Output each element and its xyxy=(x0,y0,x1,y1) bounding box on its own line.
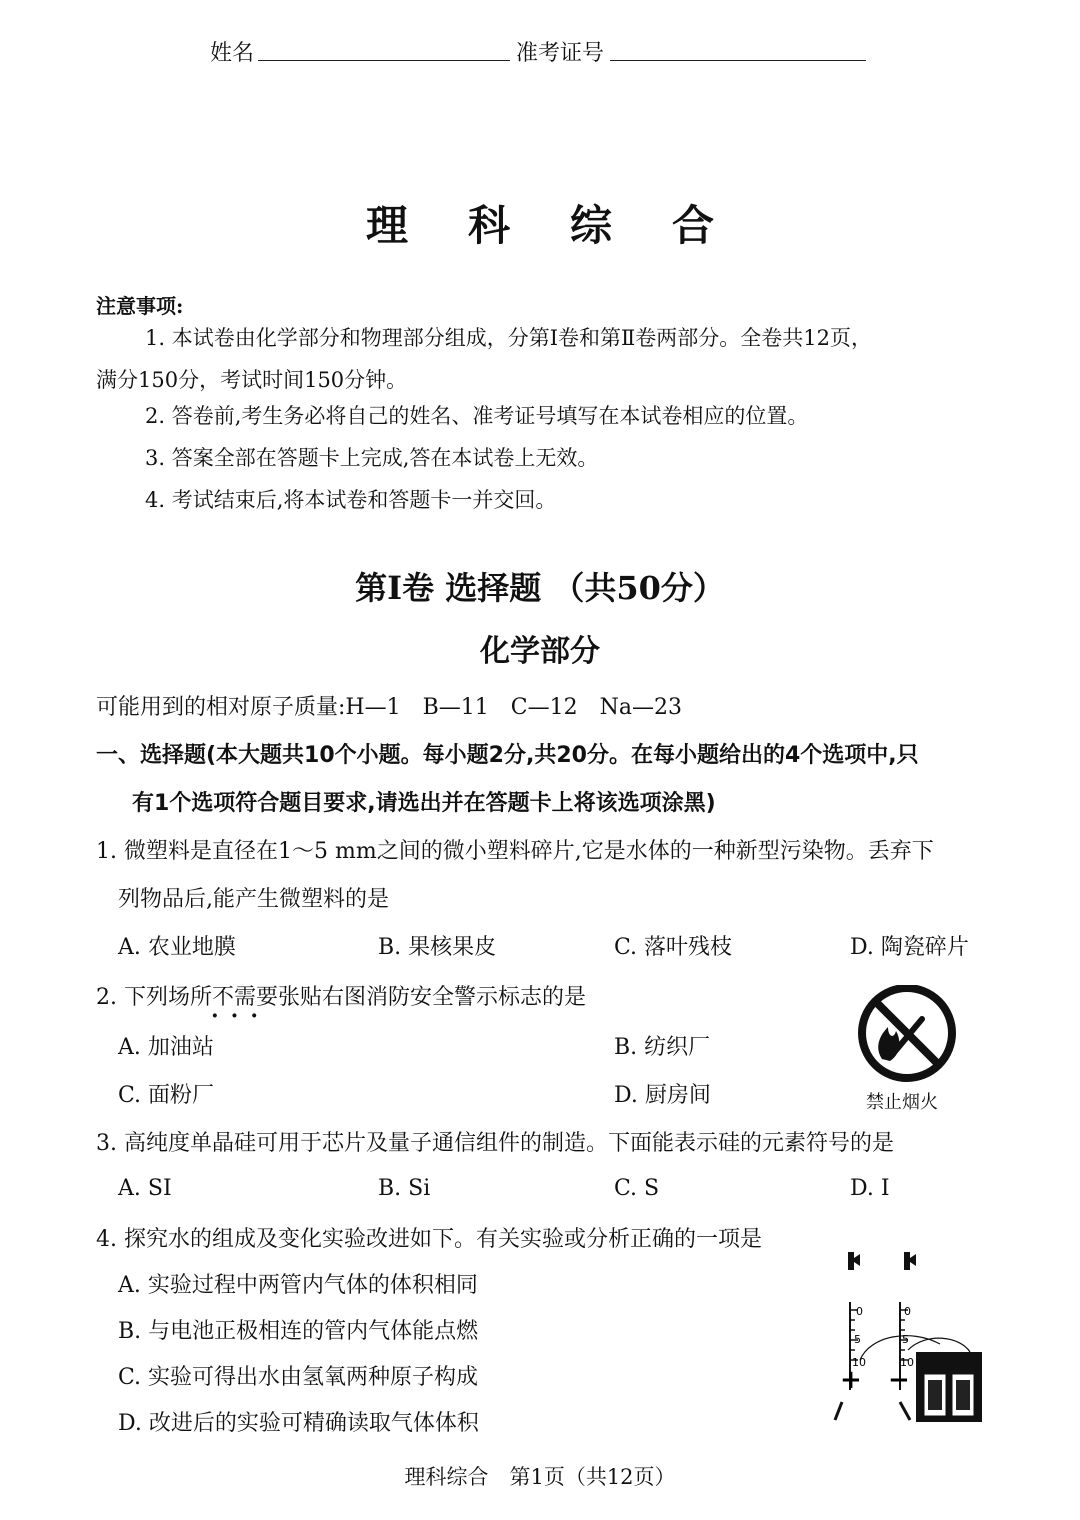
q2-option-a[interactable]: A. 加油站 xyxy=(118,1035,214,1060)
q1-option-a[interactable]: A. 农业地膜 xyxy=(118,935,236,960)
notice-item-3: 3. 答案全部在答题卡上完成,答在本试卷上无效。 xyxy=(145,446,599,470)
scale-left-10: 10 xyxy=(852,1356,866,1369)
q2-stem: 2. 下列场所不需要张贴右图消防安全警示标志的是 xyxy=(96,985,586,1010)
q3-option-c[interactable]: C. S xyxy=(614,1176,660,1201)
notice-item-1b: 满分150分，考试时间150分钟。 xyxy=(96,368,408,392)
scale-left-5: 5 xyxy=(854,1333,861,1346)
negative-pole: − xyxy=(888,1365,910,1395)
positive-pole: + xyxy=(840,1365,862,1395)
atomic-masses: 可能用到的相对原子质量:H—1 B—11 C—12 Na—23 xyxy=(96,695,682,720)
instructions-line-2: 有1个选项符合题目要求,请选出并在答题卡上将该选项涂黑) xyxy=(132,791,716,816)
volume-heading: 第Ⅰ卷 选择题 （共50分） xyxy=(355,569,725,607)
q2-option-d[interactable]: D. 厨房间 xyxy=(614,1083,711,1108)
no-fire-sign-icon xyxy=(852,985,962,1085)
name-label: 姓名 xyxy=(210,41,255,66)
q4-stem: 4. 探究水的组成及变化实验改进如下。有关实验或分析正确的一项是 xyxy=(96,1227,762,1252)
scale-right-10: 10 xyxy=(900,1356,914,1369)
sign-caption: 禁止烟火 xyxy=(866,1092,938,1113)
q1-option-c[interactable]: C. 落叶残枝 xyxy=(614,935,733,960)
page-footer: 理科综合 第1页（共12页） xyxy=(404,1465,676,1489)
q4-option-a[interactable]: A. 实验过程中两管内气体的体积相同 xyxy=(118,1273,478,1298)
scale-right-5: 5 xyxy=(902,1333,909,1346)
electrolysis-apparatus-diagram xyxy=(830,1240,990,1430)
q1-stem-line-2: 列物品后,能产生微塑料的是 xyxy=(118,887,389,912)
q4-option-b[interactable]: B. 与电池正极相连的管内气体能点燃 xyxy=(118,1319,479,1344)
name-blank[interactable] xyxy=(258,60,510,61)
q3-option-d[interactable]: D. I xyxy=(850,1176,890,1201)
q4-option-c[interactable]: C. 实验可得出水由氢氧两种原子构成 xyxy=(118,1365,479,1390)
notice-heading: 注意事项: xyxy=(96,294,184,318)
instructions-line-1: 一、选择题(本大题共10个小题。每小题2分,共20分。在每小题给出的4个选项中,只 xyxy=(96,743,919,768)
q3-option-a[interactable]: A. SI xyxy=(118,1176,172,1201)
q2-emphasis-dots: ··· xyxy=(211,1003,270,1029)
q3-option-b[interactable]: B. Si xyxy=(378,1176,431,1201)
scale-right-0: 0 xyxy=(904,1305,911,1318)
notice-item-1a: 1. 本试卷由化学部分和物理部分组成，分第Ⅰ卷和第Ⅱ卷两部分。全卷共12页， xyxy=(145,326,872,350)
q2-option-c[interactable]: C. 面粉厂 xyxy=(118,1083,215,1108)
part-heading: 化学部分 xyxy=(480,634,600,669)
exam-id-label: 准考证号 xyxy=(516,41,605,66)
notice-item-2: 2. 答卷前,考生务必将自己的姓名、准考证号填写在本试卷相应的位置。 xyxy=(145,404,809,428)
q1-option-b[interactable]: B. 果核果皮 xyxy=(378,935,497,960)
exam-id-blank[interactable] xyxy=(610,60,866,61)
q2-option-b[interactable]: B. 纺织厂 xyxy=(614,1035,711,1060)
notice-item-4: 4. 考试结束后,将本试卷和答题卡一并交回。 xyxy=(145,488,557,512)
page-title: 理科综合 xyxy=(365,201,774,250)
q1-stem-line-1: 1. 微塑料是直径在1～5 mm之间的微小塑料碎片,它是水体的一种新型污染物。丢弃下 xyxy=(96,839,934,864)
scale-left-0: 0 xyxy=(856,1305,863,1318)
q1-option-d[interactable]: D. 陶瓷碎片 xyxy=(850,935,969,960)
q3-stem: 3. 高纯度单晶硅可用于芯片及量子通信组件的制造。下面能表示硅的元素符号的是 xyxy=(96,1131,894,1156)
q4-option-d[interactable]: D. 改进后的实验可精确读取气体体积 xyxy=(118,1411,479,1436)
